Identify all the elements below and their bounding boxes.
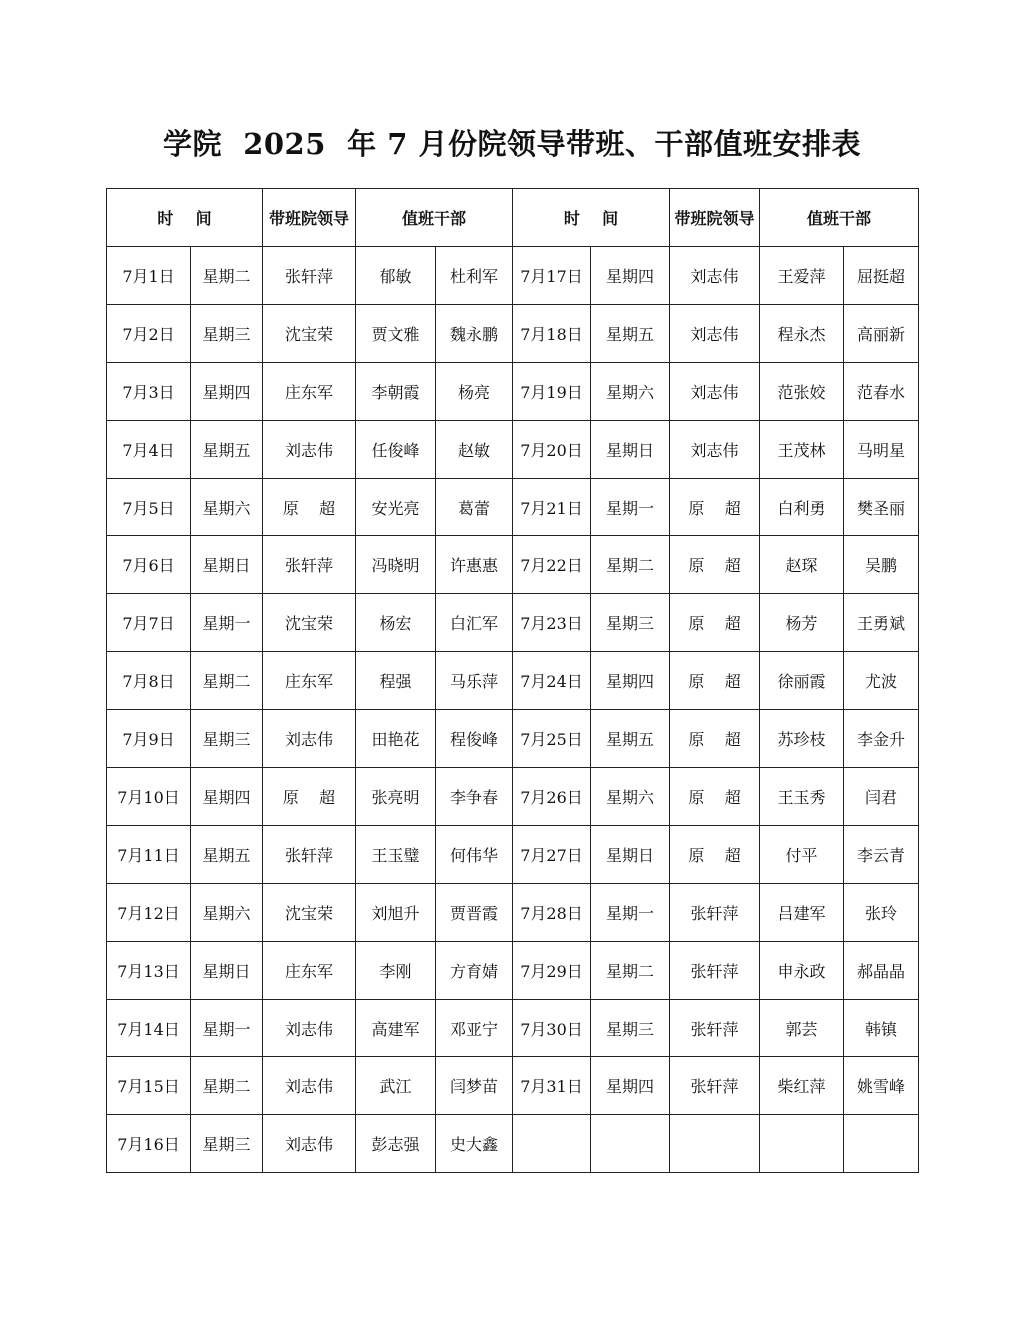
date-cell: 7月15日 xyxy=(107,1057,191,1115)
leader-cell: 原 超 xyxy=(670,594,760,652)
weekday-cell: 星期四 xyxy=(591,652,670,710)
cadre-cell: 王玉璧 xyxy=(356,825,436,883)
cadre-cell: 白利勇 xyxy=(760,478,844,536)
date-cell: 7月27日 xyxy=(513,825,591,883)
weekday-cell xyxy=(591,1115,670,1173)
weekday-cell: 星期日 xyxy=(191,536,263,594)
date-cell: 7月4日 xyxy=(107,420,191,478)
cadre-cell: 李争春 xyxy=(436,768,513,826)
header-leader-left: 带班院领导 xyxy=(263,189,356,247)
cadre-cell: 王勇斌 xyxy=(844,594,919,652)
cadre-cell: 安光亮 xyxy=(356,478,436,536)
table-row xyxy=(107,420,919,478)
cadre-cell: 闫梦苗 xyxy=(436,1057,513,1115)
cadre-cell: 徐丽霞 xyxy=(760,652,844,710)
date-cell: 7月11日 xyxy=(107,825,191,883)
header-leader-right: 带班院领导 xyxy=(670,189,760,247)
date-cell: 7月2日 xyxy=(107,304,191,362)
cadre-cell: 范张姣 xyxy=(760,362,844,420)
weekday-cell: 星期五 xyxy=(591,304,670,362)
weekday-cell: 星期二 xyxy=(191,247,263,305)
date-cell: 7月6日 xyxy=(107,536,191,594)
leader-cell: 原 超 xyxy=(670,825,760,883)
page-title: 学院 2025 年 7 月份院领导带班、干部值班安排表 xyxy=(163,127,861,161)
leader-cell: 原 超 xyxy=(670,478,760,536)
table-row xyxy=(107,941,919,999)
cadre-cell: 韩镇 xyxy=(844,999,919,1057)
weekday-cell: 星期六 xyxy=(191,478,263,536)
cadre-cell: 贾文雅 xyxy=(356,304,436,362)
cadre-cell: 马明星 xyxy=(844,420,919,478)
leader-cell: 刘志伟 xyxy=(670,247,760,305)
cadre-cell: 樊圣丽 xyxy=(844,478,919,536)
cadre-cell: 邓亚宁 xyxy=(436,999,513,1057)
leader-cell: 张轩萍 xyxy=(670,999,760,1057)
cadre-cell: 张亮明 xyxy=(356,768,436,826)
leader-cell: 张轩萍 xyxy=(263,825,356,883)
leader-cell: 原 超 xyxy=(263,768,356,826)
date-cell: 7月23日 xyxy=(513,594,591,652)
date-cell: 7月13日 xyxy=(107,941,191,999)
weekday-cell: 星期一 xyxy=(591,478,670,536)
date-cell: 7月31日 xyxy=(513,1057,591,1115)
leader-cell: 原 超 xyxy=(670,536,760,594)
weekday-cell: 星期四 xyxy=(591,247,670,305)
weekday-cell: 星期二 xyxy=(591,941,670,999)
weekday-cell: 星期一 xyxy=(191,999,263,1057)
weekday-cell: 星期日 xyxy=(591,825,670,883)
duty-schedule-table xyxy=(106,188,919,1173)
cadre-cell: 付平 xyxy=(760,825,844,883)
weekday-cell: 星期三 xyxy=(191,304,263,362)
table-row xyxy=(107,710,919,768)
cadre-cell: 杨宏 xyxy=(356,594,436,652)
cadre-cell: 葛蕾 xyxy=(436,478,513,536)
date-cell: 7月18日 xyxy=(513,304,591,362)
date-cell: 7月1日 xyxy=(107,247,191,305)
weekday-cell: 星期一 xyxy=(191,594,263,652)
table-row xyxy=(107,478,919,536)
cadre-cell: 王玉秀 xyxy=(760,768,844,826)
weekday-cell: 星期六 xyxy=(591,768,670,826)
cadre-cell: 李金升 xyxy=(844,710,919,768)
date-cell: 7月26日 xyxy=(513,768,591,826)
table-row xyxy=(107,362,919,420)
date-cell: 7月30日 xyxy=(513,999,591,1057)
table-header-row xyxy=(107,189,919,247)
cadre-cell: 高建军 xyxy=(356,999,436,1057)
table-row xyxy=(107,594,919,652)
header-cadre-right: 值班干部 xyxy=(760,189,919,247)
leader-cell: 刘志伟 xyxy=(263,1057,356,1115)
cadre-cell: 王爱萍 xyxy=(760,247,844,305)
date-cell: 7月24日 xyxy=(513,652,591,710)
table-row xyxy=(107,247,919,305)
date-cell: 7月28日 xyxy=(513,883,591,941)
cadre-cell: 吴鹏 xyxy=(844,536,919,594)
cadre-cell: 郁敏 xyxy=(356,247,436,305)
date-cell: 7月8日 xyxy=(107,652,191,710)
leader-cell: 原 超 xyxy=(670,652,760,710)
cadre-cell: 任俊峰 xyxy=(356,420,436,478)
leader-cell: 沈宝荣 xyxy=(263,594,356,652)
cadre-cell: 冯晓明 xyxy=(356,536,436,594)
weekday-cell: 星期二 xyxy=(191,652,263,710)
leader-cell: 原 超 xyxy=(670,768,760,826)
cadre-cell: 李朝霞 xyxy=(356,362,436,420)
leader-cell: 原 超 xyxy=(670,710,760,768)
table-row xyxy=(107,999,919,1057)
weekday-cell: 星期四 xyxy=(191,768,263,826)
cadre-cell: 程永杰 xyxy=(760,304,844,362)
cadre-cell: 何伟华 xyxy=(436,825,513,883)
table-row xyxy=(107,825,919,883)
weekday-cell: 星期三 xyxy=(591,999,670,1057)
weekday-cell: 星期五 xyxy=(191,420,263,478)
date-cell: 7月29日 xyxy=(513,941,591,999)
weekday-cell: 星期三 xyxy=(591,594,670,652)
date-cell xyxy=(513,1115,591,1173)
weekday-cell: 星期日 xyxy=(191,941,263,999)
cadre-cell: 程俊峰 xyxy=(436,710,513,768)
leader-cell: 张轩萍 xyxy=(263,247,356,305)
cadre-cell: 屈挺超 xyxy=(844,247,919,305)
cadre-cell: 武江 xyxy=(356,1057,436,1115)
leader-cell: 刘志伟 xyxy=(263,999,356,1057)
leader-cell: 刘志伟 xyxy=(670,420,760,478)
weekday-cell: 星期六 xyxy=(591,362,670,420)
date-cell: 7月12日 xyxy=(107,883,191,941)
leader-cell: 沈宝荣 xyxy=(263,883,356,941)
leader-cell: 刘志伟 xyxy=(263,420,356,478)
weekday-cell: 星期一 xyxy=(591,883,670,941)
leader-cell: 刘志伟 xyxy=(263,710,356,768)
cadre-cell: 杨芳 xyxy=(760,594,844,652)
leader-cell: 庄东军 xyxy=(263,941,356,999)
date-cell: 7月21日 xyxy=(513,478,591,536)
cadre-cell: 杨亮 xyxy=(436,362,513,420)
cadre-cell: 张玲 xyxy=(844,883,919,941)
header-cadre-left: 值班干部 xyxy=(356,189,513,247)
header-time-right: 时 间 xyxy=(513,189,670,247)
cadre-cell: 方育婧 xyxy=(436,941,513,999)
table-row xyxy=(107,1057,919,1115)
cadre-cell: 李云青 xyxy=(844,825,919,883)
weekday-cell: 星期六 xyxy=(191,883,263,941)
weekday-cell: 星期四 xyxy=(191,362,263,420)
cadre-cell: 王茂林 xyxy=(760,420,844,478)
cadre-cell: 范春水 xyxy=(844,362,919,420)
cadre-cell: 程强 xyxy=(356,652,436,710)
cadre-cell: 苏珍枝 xyxy=(760,710,844,768)
leader-cell: 刘志伟 xyxy=(670,304,760,362)
leader-cell: 张轩萍 xyxy=(263,536,356,594)
table-row xyxy=(107,304,919,362)
cadre-cell: 史大鑫 xyxy=(436,1115,513,1173)
date-cell: 7月20日 xyxy=(513,420,591,478)
cadre-cell: 魏永鹏 xyxy=(436,304,513,362)
table-row xyxy=(107,768,919,826)
weekday-cell: 星期二 xyxy=(591,536,670,594)
weekday-cell: 星期四 xyxy=(591,1057,670,1115)
header-time-left: 时 间 xyxy=(107,189,263,247)
leader-cell: 张轩萍 xyxy=(670,1057,760,1115)
weekday-cell: 星期五 xyxy=(191,825,263,883)
cadre-cell: 杜利军 xyxy=(436,247,513,305)
leader-cell: 原 超 xyxy=(263,478,356,536)
table-row xyxy=(107,652,919,710)
cadre-cell: 刘旭升 xyxy=(356,883,436,941)
cadre-cell: 赵敏 xyxy=(436,420,513,478)
date-cell: 7月17日 xyxy=(513,247,591,305)
leader-cell: 刘志伟 xyxy=(263,1115,356,1173)
leader-cell: 庄东军 xyxy=(263,362,356,420)
date-cell: 7月7日 xyxy=(107,594,191,652)
cadre-cell: 姚雪峰 xyxy=(844,1057,919,1115)
leader-cell: 庄东军 xyxy=(263,652,356,710)
leader-cell: 张轩萍 xyxy=(670,941,760,999)
cadre-cell xyxy=(844,1115,919,1173)
cadre-cell: 田艳花 xyxy=(356,710,436,768)
cadre-cell: 白汇军 xyxy=(436,594,513,652)
weekday-cell: 星期二 xyxy=(191,1057,263,1115)
date-cell: 7月14日 xyxy=(107,999,191,1057)
cadre-cell: 郝晶晶 xyxy=(844,941,919,999)
date-cell: 7月9日 xyxy=(107,710,191,768)
table-row xyxy=(107,883,919,941)
date-cell: 7月5日 xyxy=(107,478,191,536)
table-row xyxy=(107,1115,919,1173)
cadre-cell: 吕建军 xyxy=(760,883,844,941)
date-cell: 7月25日 xyxy=(513,710,591,768)
date-cell: 7月16日 xyxy=(107,1115,191,1173)
cadre-cell: 赵琛 xyxy=(760,536,844,594)
cadre-cell xyxy=(760,1115,844,1173)
cadre-cell: 马乐萍 xyxy=(436,652,513,710)
leader-cell: 刘志伟 xyxy=(670,362,760,420)
cadre-cell: 尤波 xyxy=(844,652,919,710)
cadre-cell: 李刚 xyxy=(356,941,436,999)
table-row xyxy=(107,536,919,594)
date-cell: 7月10日 xyxy=(107,768,191,826)
weekday-cell: 星期日 xyxy=(591,420,670,478)
weekday-cell: 星期三 xyxy=(191,1115,263,1173)
cadre-cell: 贾晋霞 xyxy=(436,883,513,941)
weekday-cell: 星期五 xyxy=(591,710,670,768)
cadre-cell: 许惠惠 xyxy=(436,536,513,594)
weekday-cell: 星期三 xyxy=(191,710,263,768)
cadre-cell: 申永政 xyxy=(760,941,844,999)
cadre-cell: 郭芸 xyxy=(760,999,844,1057)
cadre-cell: 彭志强 xyxy=(356,1115,436,1173)
date-cell: 7月19日 xyxy=(513,362,591,420)
cadre-cell: 闫君 xyxy=(844,768,919,826)
cadre-cell: 柴红萍 xyxy=(760,1057,844,1115)
leader-cell: 沈宝荣 xyxy=(263,304,356,362)
cadre-cell: 高丽新 xyxy=(844,304,919,362)
date-cell: 7月3日 xyxy=(107,362,191,420)
leader-cell: 张轩萍 xyxy=(670,883,760,941)
date-cell: 7月22日 xyxy=(513,536,591,594)
leader-cell xyxy=(670,1115,760,1173)
